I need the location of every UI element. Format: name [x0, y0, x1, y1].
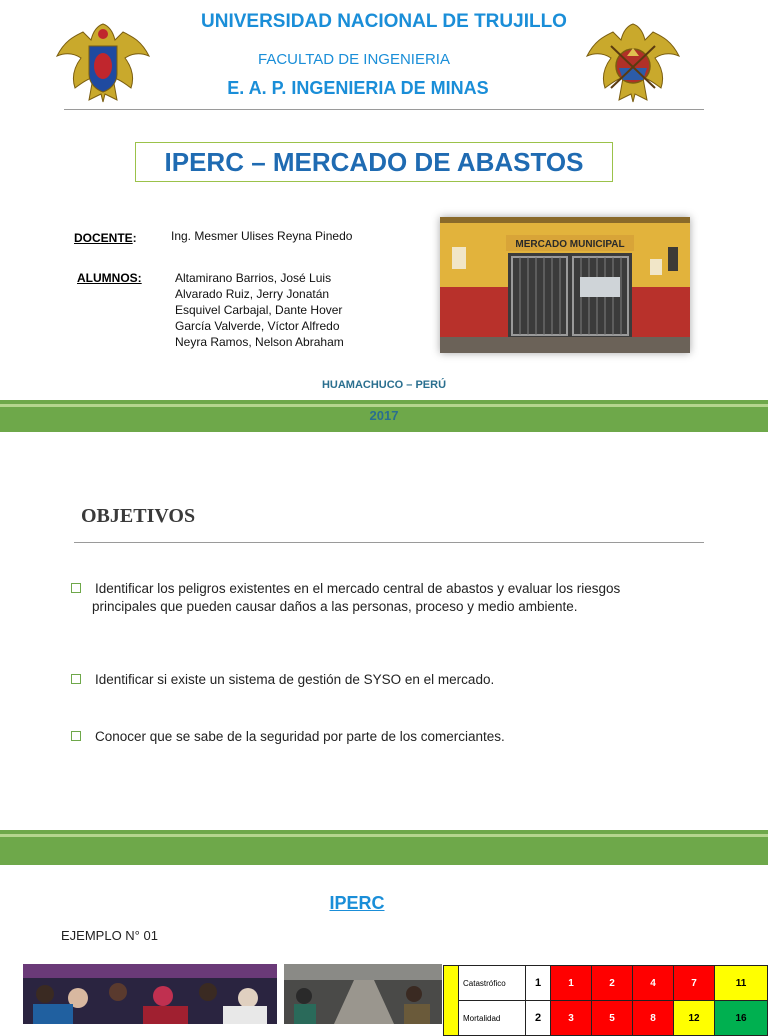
- docente-label: DOCENTE: [74, 231, 133, 245]
- market-photo: [440, 217, 690, 353]
- aisle-illustration: [284, 964, 442, 1024]
- header-divider: [64, 109, 704, 110]
- matrix-side-strip: [444, 966, 459, 1036]
- example-label: EJEMPLO N° 01: [61, 928, 158, 943]
- matrix-row: [444, 966, 768, 1001]
- matrix-row-label: Catastrófico: [459, 966, 526, 1001]
- market-sign-text: MERCADO MUNICIPAL: [515, 239, 625, 250]
- matrix-cell: 2: [592, 966, 633, 1001]
- matrix-cell: 4: [633, 966, 674, 1001]
- university-name: UNIVERSIDAD NACIONAL DE TRUJILLO: [201, 11, 567, 32]
- market-aisle-photo: [284, 964, 442, 1024]
- matrix-cell: 16: [715, 1001, 768, 1036]
- student-name: Neyra Ramos, Nelson Abraham: [175, 335, 344, 349]
- risk-matrix: [443, 965, 768, 1036]
- objective-item: Conocer que se sabe de la seguridad por parte de los comerciantes.: [95, 729, 505, 744]
- year-text: 2017: [369, 408, 399, 423]
- student-name: García Valverde, Víctor Alfredo: [175, 319, 340, 333]
- school-name: E. A. P. INGENIERIA DE MINAS: [227, 78, 489, 98]
- checkbox-bullet-icon: [71, 583, 81, 593]
- docente-colon: :: [132, 231, 137, 245]
- objective-item: Identificar los peligros existentes en el mercado central de abastos y evaluar los riesgos principales que pueden causar daños a las personas, proceso y medio ambiente.: [92, 581, 621, 614]
- matrix-cell: 12: [674, 1001, 715, 1036]
- matrix-cell: 11: [715, 966, 768, 1001]
- document-title: IPERC – MERCADO DE ABASTOS: [135, 142, 613, 182]
- student-name: Esquivel Carbajal, Dante Hover: [175, 303, 343, 317]
- student-name: Alvarado Ruiz, Jerry Jonatán: [175, 287, 330, 301]
- student-name: Altamirano Barrios, José Luis: [175, 271, 332, 285]
- matrix-row-number: 2: [526, 1001, 551, 1036]
- matrix-cell: 5: [592, 1001, 633, 1036]
- alumnos-label: ALUMNOS:: [77, 271, 142, 285]
- matrix-row-label: Mortalidad: [459, 1001, 526, 1036]
- market-crowd-photo: [23, 964, 277, 1024]
- matrix-row: [444, 1001, 768, 1036]
- checkbox-bullet-icon: [71, 731, 81, 741]
- objectives-divider: [74, 542, 704, 543]
- matrix-row-number: 1: [526, 966, 551, 1001]
- matrix-cell: 3: [551, 1001, 592, 1036]
- matrix-cell: 1: [551, 966, 592, 1001]
- student-list: [175, 270, 344, 350]
- objective-item: Identificar si existe un sistema de gestión de SYSO en el mercado.: [95, 672, 495, 687]
- faculty-name: FACULTAD DE INGENIERIA: [258, 51, 450, 68]
- matrix-cell: 7: [674, 966, 715, 1001]
- section-band: [0, 837, 768, 865]
- checkbox-bullet-icon: [71, 674, 81, 684]
- iperc-heading: IPERC: [329, 893, 385, 913]
- location-text: HUAMACHUCO – PERÚ: [321, 379, 447, 391]
- crowd-illustration: [23, 964, 277, 1024]
- market-building-illustration: [440, 217, 690, 353]
- matrix-cell: 8: [633, 1001, 674, 1036]
- docente-name: Ing. Mesmer Ulises Reyna Pinedo: [171, 229, 353, 243]
- docente-label-group: [74, 229, 137, 247]
- objectives-heading: OBJETIVOS: [81, 505, 196, 527]
